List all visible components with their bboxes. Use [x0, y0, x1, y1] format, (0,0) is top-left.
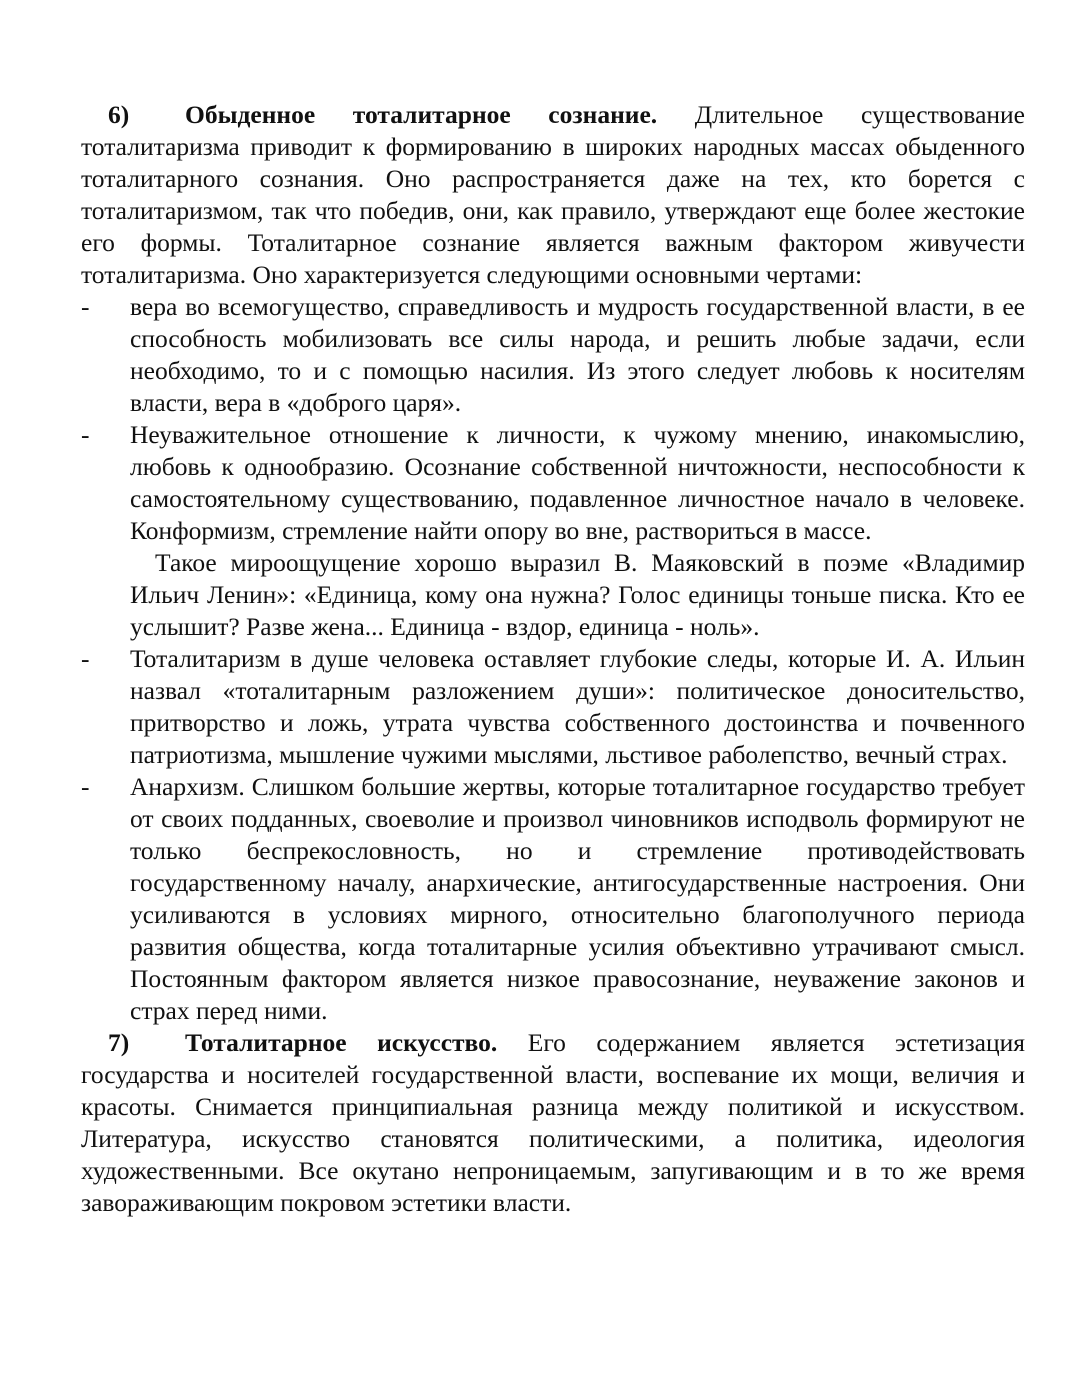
section-6-number: 6) — [108, 100, 130, 129]
feature-text: Неуважительное отношение к личности, к чужому мнению, инакомыслию, любовь к однообразию. Осознание собственной ничтожности, неспособности к самостоятельному существованию, подавленное личностное начало в человеке. Конформизм, стремление найти опору во вне, раствориться в массе. — [130, 420, 1025, 545]
feature-text: Тоталитаризм в душе человека оставляет глубокие следы, которые И. А. Ильин назвал «тоталитарным разложением души»: политическое доносительство, притворство и ложь, утрата чувства собственного достоинства и почвенного патриотизма, мышление чужими мыслями, льстивое раболепство, вечный страх. — [130, 644, 1025, 769]
feature-text: Анархизм. Слишком большие жертвы, которые тоталитарное государство требует от своих подданных, своеволие и произвол чиновников исподволь формируют не только беспрекословность, но и стремление противодействовать государственному началу, анархические, антигосударственные настроения. Они усиливаются в условиях мирного, относительно благополучного периода развития общества, когда тоталитарные усилия объективно утрачивают смысл. Постоянным фактором является низкое правосознание, неуважение законов и страх перед ними. — [130, 772, 1025, 1025]
section-7-text: Его содержанием является эстетизация государства и носителей государственной власти, воспевание их мощи, величия и красоты. Снимается принципиальная разница между политикой и искусством. Литература, искусство становятся политическими, а политика, идеология художественными. Все окутано непроницаемым, запугивающим и в то же время завораживающим покровом эстетики власти. — [81, 1028, 1025, 1217]
feature-item-2 — [81, 419, 1025, 547]
section-6-text: Длительное существование тоталитаризма приводит к формированию в широких народных массах обыденного тоталитарного сознания. Оно распространяется даже на тех, кто борется с тоталитаризмом, так что победив, они, как правило, утверждают еще более жестокие его формы. Тоталитарное сознание является важным фактором живучести тоталитаризма. Оно характеризуется следующими основными чертами: — [81, 100, 1025, 289]
document-page — [81, 99, 1025, 1219]
section-7-paragraph — [81, 1027, 1025, 1219]
section-7-heading: Тоталитарное искусство. — [185, 1028, 498, 1057]
feature-item-4 — [81, 771, 1025, 1027]
feature-text: вера во всемогущество, справедливость и мудрость государственной власти, в ее способность мобилизовать все силы народа, и решить любые задачи, если необходимо, то и с помощью насилия. Из этого следует любовь к носителям власти, вера в «доброго царя». — [130, 292, 1025, 417]
section-7-number: 7) — [108, 1028, 130, 1057]
section-6-heading: Обыденное тоталитарное сознание. — [185, 100, 658, 129]
section-6-paragraph — [81, 99, 1025, 291]
list-dash-marker: - — [81, 420, 90, 449]
feature-item-1 — [81, 291, 1025, 419]
list-dash-marker: - — [81, 644, 90, 673]
mayakovsky-quote-paragraph: Такое мироощущение хорошо выразил В. Маяковский в поэме «Владимир Ильич Ленин»: «Единица, кому она нужна? Голос единицы тоньше писка. Кто ее услышит? Разве жена... Единица - вздор, единица - ноль». — [130, 548, 1025, 641]
list-dash-marker: - — [81, 292, 90, 321]
list-dash-marker: - — [81, 772, 90, 801]
feature-item-3 — [81, 643, 1025, 771]
